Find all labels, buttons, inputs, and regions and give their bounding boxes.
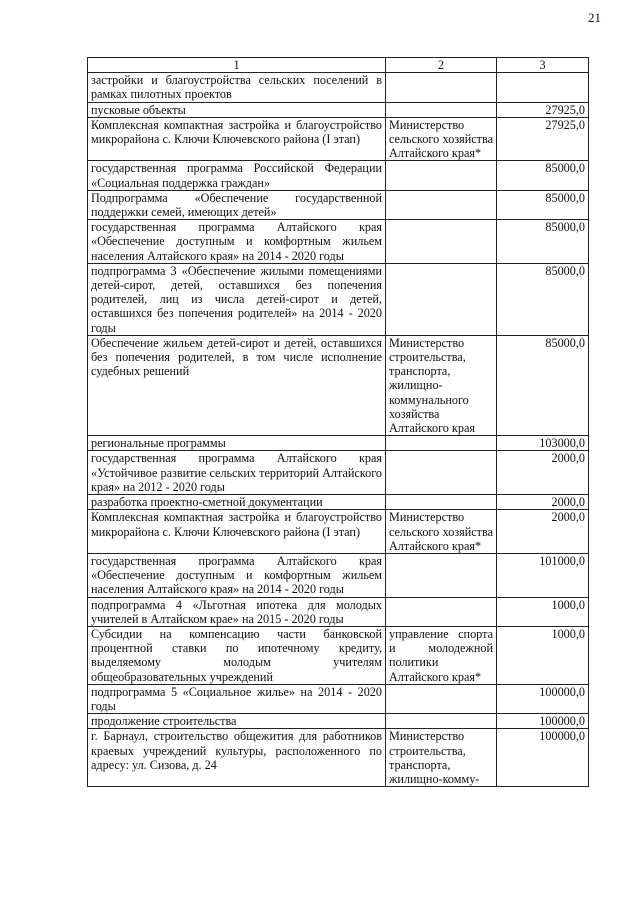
column-header-3: 3 <box>497 58 589 73</box>
column-header-1: 1 <box>88 58 386 73</box>
table-row <box>88 220 589 264</box>
row-amount: 85000,0 <box>497 190 589 219</box>
row-organization: Министерство сельского хозяйства Алтайского края* <box>386 510 497 554</box>
row-amount: 85000,0 <box>497 335 589 435</box>
row-organization: Министерство строительства, транспорта, жилищно-коммунального хозяйства Алтайского края <box>386 335 497 435</box>
row-organization <box>386 597 497 626</box>
table-row <box>88 451 589 495</box>
budget-table <box>87 57 589 787</box>
row-amount: 2000,0 <box>497 510 589 554</box>
row-amount: 85000,0 <box>497 263 589 335</box>
table-row <box>88 510 589 554</box>
row-organization: управление спорта и молодежной политики Алтайского края* <box>386 626 497 684</box>
row-organization <box>386 495 497 510</box>
row-amount: 85000,0 <box>497 161 589 190</box>
row-amount: 1000,0 <box>497 597 589 626</box>
row-amount: 27925,0 <box>497 117 589 161</box>
row-amount: 27925,0 <box>497 102 589 117</box>
table-row <box>88 684 589 713</box>
row-description: подпрограмма 3 «Обеспечение жилыми помещениями детей-сирот, детей, оставшихся без попечения родителей, лиц из числа детей-сирот и детей, оставшихся без попечения родителей» на 2014 - 2020 годы <box>88 263 386 335</box>
table-row <box>88 263 589 335</box>
row-organization <box>386 190 497 219</box>
row-description: Обеспечение жильем детей-сирот и детей, оставшихся без попечения родителей, в том числе исполнение судебных решений <box>88 335 386 435</box>
page-number: 21 <box>588 10 601 25</box>
row-description: государственная программа Алтайского края «Обеспечение доступным и комфортным жильем населения Алтайского края» на 2014 - 2020 годы <box>88 553 386 597</box>
row-organization <box>386 451 497 495</box>
row-description: продолжение строительства <box>88 714 386 729</box>
row-amount: 103000,0 <box>497 436 589 451</box>
row-organization <box>386 436 497 451</box>
row-amount: 101000,0 <box>497 553 589 597</box>
row-description: г. Барнаул, строительство общежития для работников краевых учреждений культуры, расположенного по адресу: ул. Сизова, д. 24 <box>88 729 386 787</box>
row-description: государственная программа Алтайского края «Обеспечение доступным и комфортным жильем населения Алтайского края» на 2014 - 2020 годы <box>88 220 386 264</box>
table-row <box>88 597 589 626</box>
table-row <box>88 626 589 684</box>
row-description: подпрограмма 5 «Социальное жилье» на 2014 - 2020 годы <box>88 684 386 713</box>
row-organization <box>386 553 497 597</box>
table-row <box>88 73 589 102</box>
row-description: региональные программы <box>88 436 386 451</box>
row-organization: Министерство строительства, транспорта, жилищно-комму- <box>386 729 497 787</box>
table-row <box>88 190 589 219</box>
table-row <box>88 117 589 161</box>
row-organization: Министерство сельского хозяйства Алтайского края* <box>386 117 497 161</box>
table-row <box>88 495 589 510</box>
row-organization <box>386 684 497 713</box>
table-row <box>88 161 589 190</box>
row-description: застройки и благоустройства сельских поселений в рамках пилотных проектов <box>88 73 386 102</box>
row-description: государственная программа Алтайского края «Устойчивое развитие сельских территорий Алтайского края» на 2012 - 2020 годы <box>88 451 386 495</box>
table-row <box>88 553 589 597</box>
table-header-row <box>88 58 589 73</box>
table-row <box>88 714 589 729</box>
row-amount: 100000,0 <box>497 714 589 729</box>
row-description: разработка проектно-сметной документации <box>88 495 386 510</box>
column-header-2: 2 <box>386 58 497 73</box>
row-description: пусковые объекты <box>88 102 386 117</box>
row-organization <box>386 714 497 729</box>
row-amount: 2000,0 <box>497 495 589 510</box>
table-row <box>88 335 589 435</box>
row-amount: 2000,0 <box>497 451 589 495</box>
row-organization <box>386 263 497 335</box>
row-amount: 1000,0 <box>497 626 589 684</box>
row-amount <box>497 73 589 102</box>
row-description: подпрограмма 4 «Льготная ипотека для молодых учителей в Алтайском крае» на 2015 - 2020 годы <box>88 597 386 626</box>
row-amount: 85000,0 <box>497 220 589 264</box>
row-organization <box>386 73 497 102</box>
row-organization <box>386 220 497 264</box>
row-organization <box>386 161 497 190</box>
row-description: государственная программа Российской Федерации «Социальная поддержка граждан» <box>88 161 386 190</box>
row-description: Комплексная компактная застройка и благоустройство микрорайона с. Ключи Ключевского района (I этап) <box>88 117 386 161</box>
table-row <box>88 436 589 451</box>
row-amount: 100000,0 <box>497 729 589 787</box>
row-description: Подпрограмма «Обеспечение государственной поддержки семей, имеющих детей» <box>88 190 386 219</box>
row-amount: 100000,0 <box>497 684 589 713</box>
table-row <box>88 729 589 787</box>
row-description: Комплексная компактная застройка и благоустройство микрорайона с. Ключи Ключевского района (I этап) <box>88 510 386 554</box>
row-organization <box>386 102 497 117</box>
table-row <box>88 102 589 117</box>
row-description: Субсидии на компенсацию части банковской процентной ставки по ипотечному кредиту, выделяемому молодым учителям общеобразовательных учреждений <box>88 626 386 684</box>
